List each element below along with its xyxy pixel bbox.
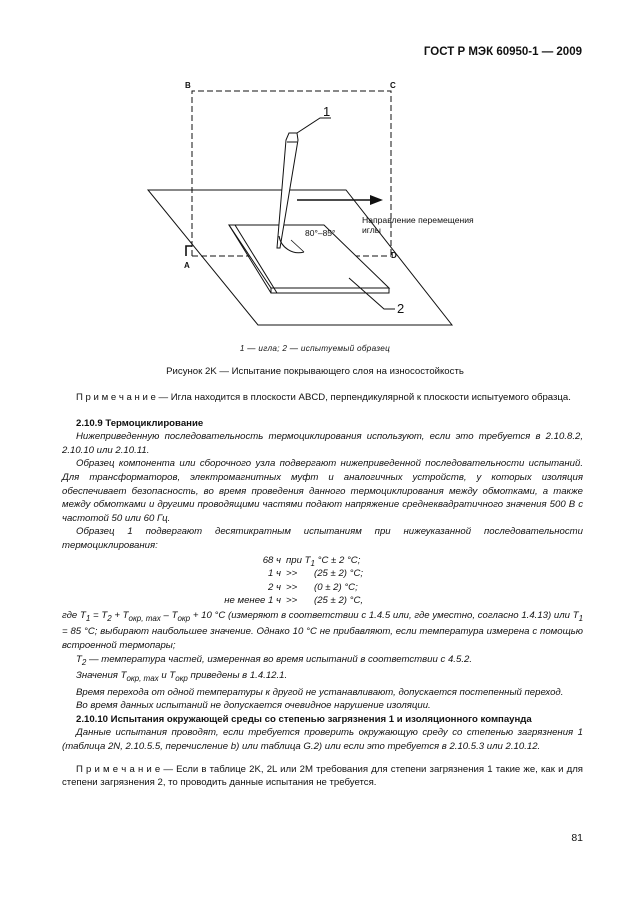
cycle-row: [62, 567, 583, 581]
cycle-value: (25 ± 2) °C,: [314, 595, 364, 607]
heading-2-10-10: 2.10.10 Испытания окружающей среды со степенью загрязнения 1 и изоляционного компаунда: [76, 713, 532, 725]
paragraph-t2: $T_2$ — температура частей, измеренная во время испытаний в соответствии с 4.5.2.: [76, 653, 472, 667]
note-2-text: — Если в таблице 2K, 2L или 2M требования для степени загрязнения 1 такие же, как и для степени загрязнения 2, то проводить данные испытания не требуется.: [62, 763, 583, 789]
cycle-time: 68 ч: [262, 554, 281, 566]
cycle-row: [62, 554, 583, 568]
cycle-table: [62, 554, 583, 608]
paragraph-9: Данные испытания проводят, если требуется проверить окружающую среду со степенью загрязнения 1 (таблица 2N, 2.10.5.5, перечисление b) или таблица G.2) или если это требуется в 2.10.5.3 или 2.10.12.: [62, 727, 583, 752]
cycle-cond: при T: [286, 554, 311, 566]
paragraph-1: Нижеприведенную последовательность термоциклирования используют, если это требуется в 2.10.8.2, 2.10.10 или 2.10.11.: [62, 431, 583, 456]
label-c: C: [390, 81, 396, 90]
label-d: D: [391, 251, 397, 260]
label-1: 1: [323, 104, 331, 119]
cycle-cond: >>: [286, 581, 298, 593]
figure-legend: 1 — игла; 2 — испытуемый образец: [239, 344, 391, 353]
figure-needle-test: [0, 0, 630, 340]
cycle-value: (0 ± 2) °C;: [314, 581, 358, 593]
label-direction-2: иглы: [362, 225, 381, 235]
cycle-cond: >>: [286, 568, 298, 580]
figure-caption: Рисунок 2K — Испытание покрывающего слоя на износостойкость: [166, 366, 464, 377]
document-header: ГОСТ Р МЭК 60950-1 — 2009: [423, 46, 582, 58]
note-1: [62, 391, 583, 405]
cycle-cond: >>: [286, 595, 298, 607]
label-2: 2: [397, 301, 405, 316]
cycle-row: [62, 594, 583, 608]
cycle-row: [62, 581, 583, 595]
cycle-time: не менее 1 ч: [224, 595, 281, 607]
paragraph-transition: Время перехода от одной температуры к другой не устанавливают, допускается постепенный переход.: [76, 686, 564, 698]
cycle-value: (25 ± 2) °C;: [314, 568, 364, 580]
note-2: [62, 763, 583, 790]
label-a: A: [184, 261, 190, 270]
page-number: 81: [571, 832, 583, 844]
heading-2-10-9: 2.10.9 Термоциклирование: [76, 417, 204, 429]
leader-1: [297, 118, 331, 133]
paragraph-3: Образец 1 подвергают десятикратным испытаниям при нижеуказанной последовательности термоциклирования:: [62, 526, 583, 551]
paragraph-2: Образец компонента или сборочного узла подвергают нижеприведенной последовательности испытаний. Для трансформаторов, электромагнитных муфт и аналогичных устройств, у которых изоляция обеспечивает безопасность, во время проведения данного термоциклирования между обмотками, а также между обмотками и другими проводящими частями подают напряжение среднеквадратичного значения 500 В с частотой 50 или 60 Гц.: [62, 458, 583, 524]
main-text: [62, 391, 583, 790]
cycle-sub: 1: [310, 558, 315, 568]
cycle-value: °C ± 2 °C;: [314, 554, 361, 566]
label-angle: 80°–85°: [305, 228, 336, 238]
paragraph-formula: где $T_1 = T_2 + T_{окр, max} - T_{окр} + 10$ °C (измеряют в соответствии с 1.4.5 или, где уместно, согласно 1.4.13) или $T_1 = 85$ °C; выбирают наибольшее значение. Однако 10 °C не прибавляют, если температура измерена с помощью встроенной термопары;: [62, 609, 584, 651]
cycle-time: 1 ч: [268, 568, 281, 580]
paragraph-insulation: Во время данных испытаний не допускается очевидное нарушение изоляции.: [76, 700, 431, 712]
note-1-text: — Игла находится в плоскости ABCD, перпендикулярной к плоскости испытуемого образца.: [155, 392, 571, 403]
paragraph-values: Значения $T_{окр, max}$ и $T_{окр}$ приведены в 1.4.12.1.: [76, 670, 288, 683]
note-2-label: П р и м е ч а н и е: [76, 763, 161, 775]
cycle-time: 2 ч: [268, 581, 281, 593]
label-direction-1: Направление перемещения: [362, 215, 474, 225]
label-b: B: [185, 81, 191, 90]
note-1-label: П р и м е ч а н и е: [76, 392, 156, 403]
